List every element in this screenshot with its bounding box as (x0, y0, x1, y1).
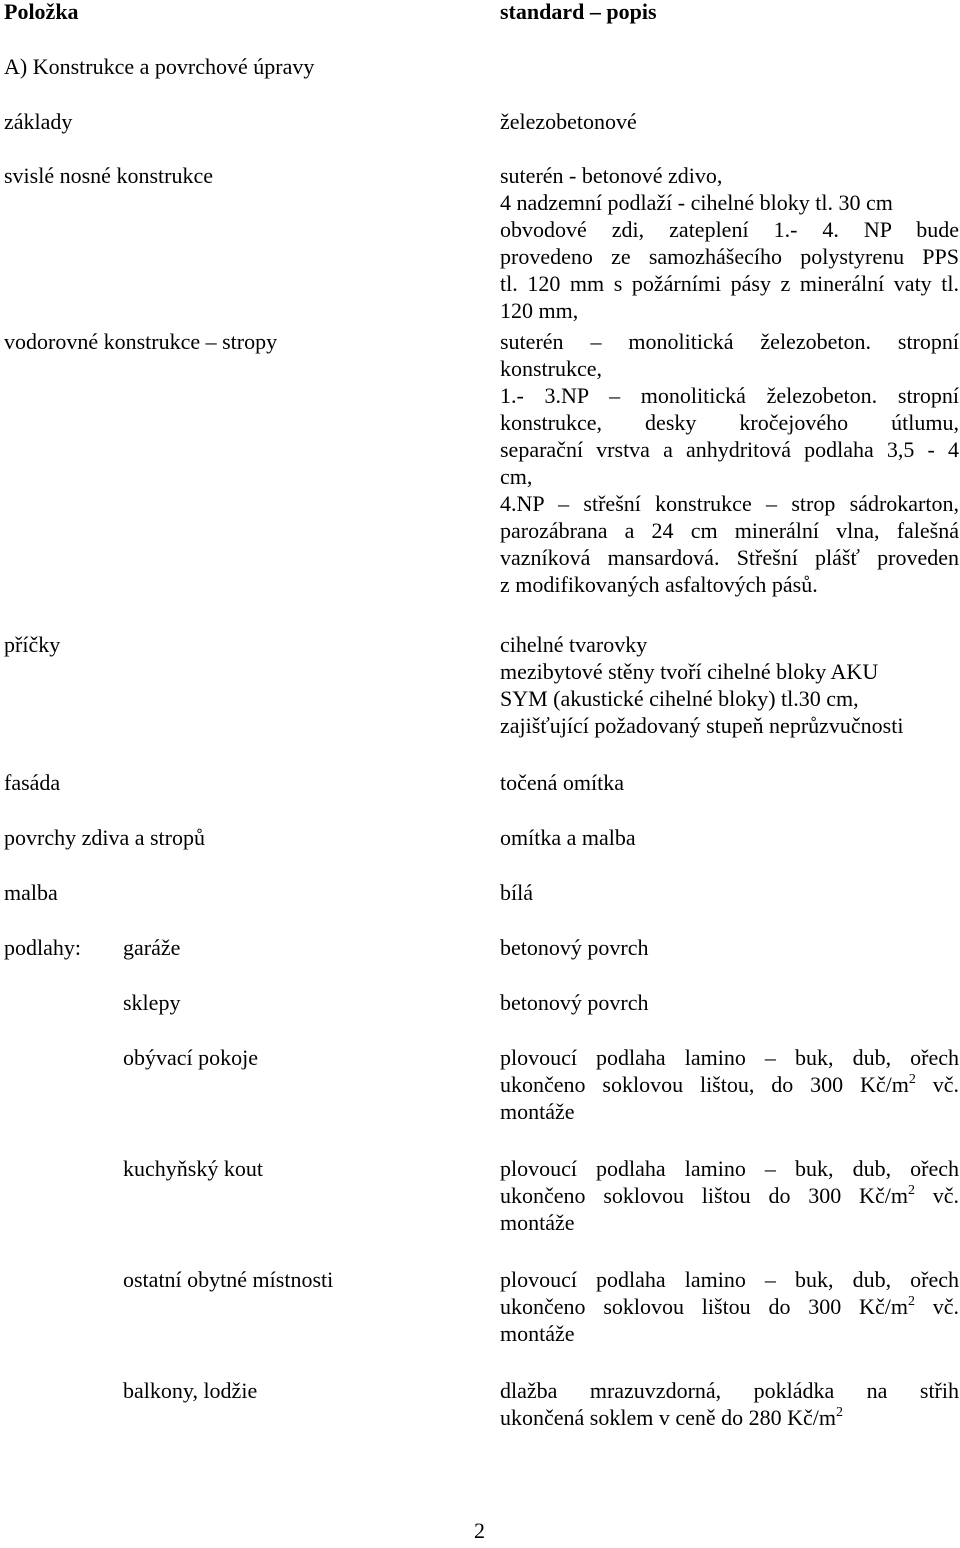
section-title: A) Konstrukce a povrchové úpravy (4, 54, 315, 79)
floor-value-garaze: betonový povrch (500, 935, 649, 960)
text-line: plovoucí podlaha lamino – buk, dub, ořech (500, 1156, 959, 1181)
floor-label-ostatni: ostatní obytné místnosti (123, 1267, 334, 1292)
text-line: konstrukce, (500, 356, 603, 381)
text-line: obvodové zdi, zateplení 1.- 4. NP bude (500, 217, 959, 242)
floor-label-garaze: garáže (123, 935, 181, 960)
text-line: konstrukce, desky kročejového útlumu, (500, 410, 959, 435)
text-line: montáže (500, 1321, 575, 1346)
text-line: SYM (akustické cihelné bloky) tl.30 cm, (500, 686, 859, 711)
superscript: 2 (907, 1183, 915, 1198)
text-part: vč. (932, 1072, 959, 1097)
floor-label-balkony: balkony, lodžie (123, 1378, 258, 1403)
row-label-malba: malba (4, 880, 58, 905)
text-line: montáže (500, 1099, 575, 1124)
text-line: provedeno ze samozhášecího polystyrenu PPS (500, 244, 959, 269)
page-number: 2 (474, 1518, 485, 1543)
text-line: vazníková mansardová. Střešní plášť proveden (500, 545, 959, 570)
floor-value-sklepy: betonový povrch (500, 990, 649, 1015)
superscript: 2 (836, 1405, 844, 1420)
text-line (500, 1182, 959, 1209)
row-value-vodorovne (500, 328, 959, 598)
text-line: tl. 120 mm s požárními pásy z minerální vaty tl. (500, 271, 959, 296)
row-value-zaklady: železobetonové (500, 109, 637, 134)
row-value-pricky (500, 631, 959, 739)
text-part: ukončeno soklovou lištou do 300 Kč/m (500, 1183, 908, 1208)
row-label-pricky: příčky (4, 632, 61, 657)
text-line: cihelné tvarovky (500, 632, 648, 657)
text-line: dlažba mrazuvzdorná, pokládka na střih (500, 1378, 959, 1403)
text-part: vč. (932, 1183, 959, 1208)
row-value-svisle (500, 162, 959, 324)
floor-value-obyvaci (500, 1044, 959, 1125)
text-line: montáže (500, 1210, 575, 1235)
text-line: plovoucí podlaha lamino – buk, dub, ořech (500, 1045, 959, 1070)
header-col-description: standard – popis (500, 0, 657, 24)
row-label-podlahy: podlahy: (4, 935, 81, 960)
floor-value-ostatni (500, 1266, 959, 1347)
text-line: mezibytové stěny tvoří cihelné bloky AKU (500, 659, 879, 684)
row-label-svisle: svislé nosné konstrukce (4, 163, 213, 188)
text-line (500, 1404, 959, 1431)
floor-value-balkony (500, 1377, 959, 1431)
text-line: cm, (500, 464, 533, 489)
row-label-vodorovne: vodorovné konstrukce – stropy (4, 329, 278, 354)
text-line: 4.NP – střešní konstrukce – strop sádrokarton, (500, 491, 959, 516)
text-line: 4 nadzemní podlaží - cihelné bloky tl. 30 cm (500, 190, 893, 215)
text-line: z modifikovaných asfaltových pásů. (500, 572, 818, 597)
floor-label-sklepy: sklepy (123, 990, 181, 1015)
text-line: zajišťující požadovaný stupeň neprůzvučnosti (500, 713, 904, 738)
floor-label-obyvaci: obývací pokoje (123, 1045, 259, 1070)
text-part: ukončeno soklovou lištou, do 300 Kč/m (500, 1072, 909, 1097)
text-line: plovoucí podlaha lamino – buk, dub, ořech (500, 1267, 959, 1292)
text-part: vč. (932, 1294, 959, 1319)
text-line: separační vrstva a anhydritová podlaha 3,5 - 4 (500, 437, 959, 462)
text-line: parozábrana a 24 cm minerální vlna, falešná (500, 518, 959, 543)
text-part: ukončená soklem v ceně do 280 Kč/m (500, 1405, 837, 1430)
superscript: 2 (907, 1294, 915, 1309)
row-value-fasada: točená omítka (500, 770, 625, 795)
text-line (500, 1293, 959, 1320)
text-part: ukončeno soklovou lištou do 300 Kč/m (500, 1294, 908, 1319)
text-line (500, 1071, 959, 1098)
text-line: suterén – monolitická železobeton. stropní (500, 329, 959, 354)
floor-label-kuchyn: kuchyňský kout (123, 1156, 263, 1181)
row-label-povrchy: povrchy zdiva a stropů (4, 825, 205, 850)
text-line: 1.- 3.NP – monolitická železobeton. stropní (500, 383, 959, 408)
row-value-povrchy: omítka a malba (500, 825, 636, 850)
text-line: suterén - betonové zdivo, (500, 163, 723, 188)
superscript: 2 (908, 1072, 916, 1087)
floor-value-kuchyn (500, 1155, 959, 1236)
text-line: 120 mm, (500, 298, 579, 323)
row-value-malba: bílá (500, 880, 533, 905)
header-col-item: Položka (4, 0, 79, 24)
row-label-zaklady: základy (4, 109, 73, 134)
row-label-fasada: fasáda (4, 770, 61, 795)
